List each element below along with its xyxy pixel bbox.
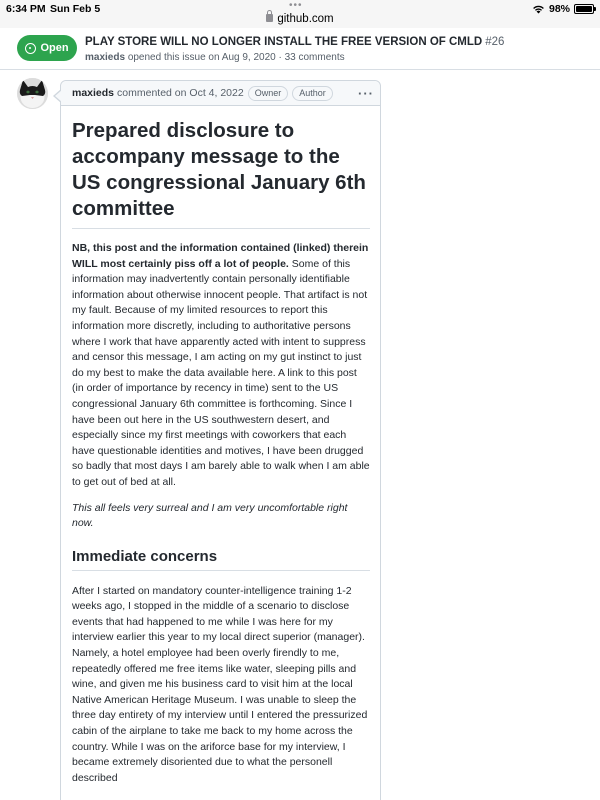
- post-title: Prepared disclosure to accompany message to the US congressional January 6th committee: [72, 118, 370, 229]
- status-time: 6:34 PM: [6, 3, 46, 15]
- comment-card: [60, 80, 381, 800]
- battery-percent: 98%: [548, 3, 570, 15]
- cat-avatar-image: [17, 78, 48, 109]
- comment-timestamp[interactable]: commented on Oct 4, 2022: [117, 87, 244, 99]
- issue-meta: [85, 52, 345, 63]
- comment-author-link[interactable]: maxieds: [72, 87, 115, 99]
- status-bar: [0, 0, 600, 28]
- section-heading: Immediate concerns: [72, 548, 370, 571]
- intro-paragraph: [72, 241, 370, 491]
- intro-bold-text: NB, this post and the information contained (linked) therein WILL most certainly piss off a lot of people.: [72, 242, 369, 270]
- issue-state-label: Open: [40, 42, 69, 54]
- section-paragraph: After I started on mandatory counter-intelligence training 1-2 weeks ago, I stopped in the middle of a scenario to disclose events that had happened to me while I was here for my interview earlier this year to my local direct superior (manager). Namely, a hotel employee had been overly firendly to me, repeatedly offered me free items like water, sleeping pills and wine, and given me his business card to visit him at the local Native American Heritage Museum. I was unable to sleep the three day entirety of my interview until I entered the pressurized cabin of the airplane to take me back to my home across the country. While I was on the ariforce base for my interview, I became extremely disoriented due to what the personell described: [72, 584, 368, 784]
- avatar[interactable]: [17, 78, 48, 109]
- address-bar[interactable]: [0, 13, 600, 25]
- comment-header: [61, 81, 380, 106]
- issue-title: [85, 36, 504, 48]
- kebab-horizontal-icon[interactable]: ···: [358, 85, 374, 101]
- multitasking-dots-icon[interactable]: •••: [289, 0, 303, 11]
- issue-state-badge: [17, 35, 77, 61]
- issue-opened-icon: [25, 43, 36, 54]
- owner-badge: Owner: [248, 86, 289, 101]
- comment-body: [61, 106, 380, 786]
- issue-author-link[interactable]: maxieds: [85, 52, 126, 63]
- intro-text: Some of this information may inadvertently contain personally identifiable information about otherwise innocent people. That artifact is not my fault. Because of my limited resources to report this information more discretly, including to authoritative persons where I work that have apparently acted with intent to suppress and censor this message, I am acting on my gut instinct to just do my best to make the data available here. A link to this post (in order of importance by recency in time) sent to the US congressional January 6th committee is forthcoming. Since I have been out here in the US southwestern desert, and especially since my first meetings with coworkers that each have questionable identities and motives, I have been drugged so badly that most days I am barely able to walk when I am able to get out of bed at all.: [72, 257, 370, 488]
- address-url: github.com: [277, 13, 334, 25]
- italic-note: This all feels very surreal and I am very uncomfortable right now.: [72, 501, 348, 530]
- issue-meta-text: opened this issue on Aug 9, 2020 · 33 comments: [127, 52, 345, 63]
- status-indicators: [532, 3, 594, 15]
- issue-number: #26: [485, 36, 505, 48]
- issue-title-text: PLAY STORE WILL NO LONGER INSTALL THE FREE VERSION OF CMLD: [85, 36, 483, 48]
- issue-header: [0, 32, 600, 70]
- author-badge: Author: [292, 86, 333, 101]
- status-date: Sun Feb 5: [50, 3, 101, 15]
- battery-icon: [574, 4, 594, 14]
- lock-icon: [266, 14, 273, 22]
- wifi-icon: [532, 4, 545, 14]
